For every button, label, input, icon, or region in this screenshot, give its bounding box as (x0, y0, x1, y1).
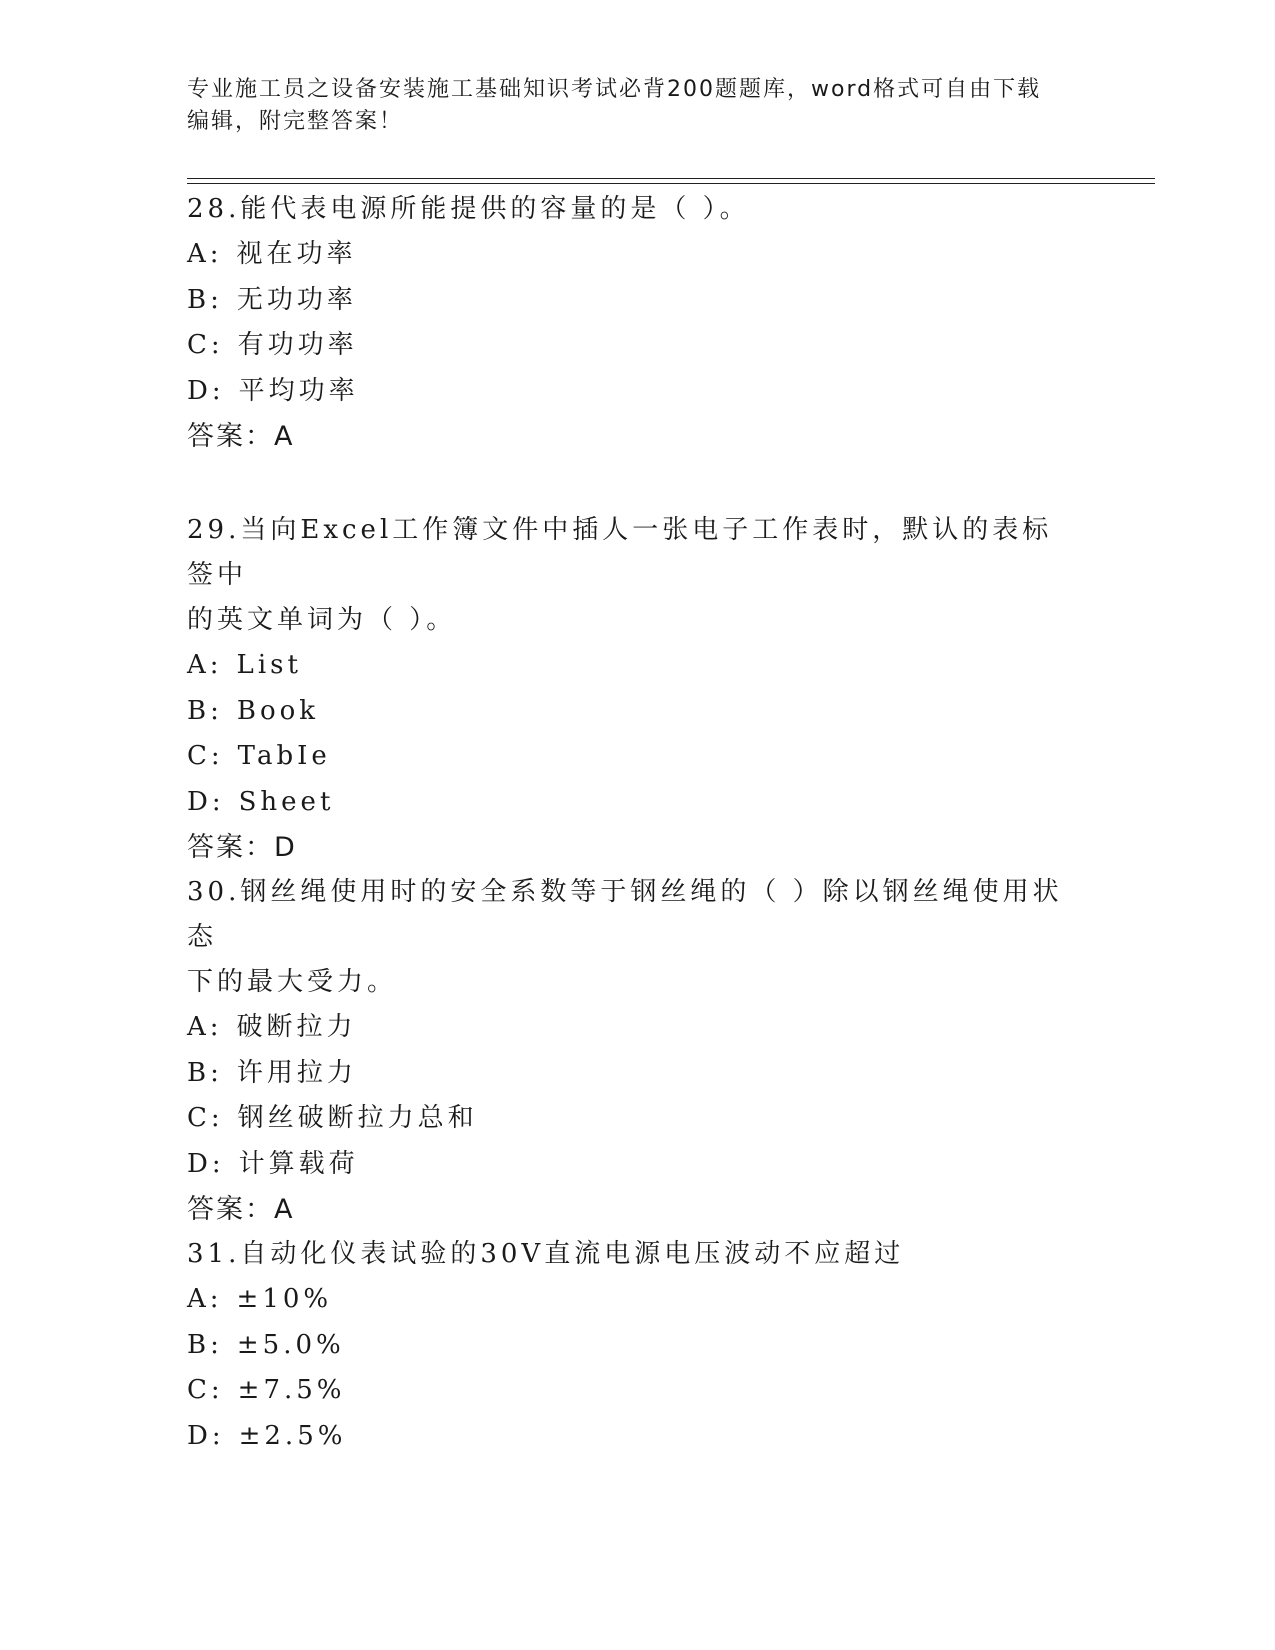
option-c (187, 1096, 1067, 1142)
option-text: 平均功率 (238, 375, 359, 406)
option-text: ±7.5% (237, 1375, 346, 1405)
option-b (187, 1051, 1067, 1097)
question-stem: 31.自动化仪表试验的30V直流电源电压波动不应超过 (187, 1239, 905, 1269)
option-letter: C: (187, 1375, 224, 1405)
option-text: Book (236, 695, 320, 726)
option-d (187, 369, 1067, 415)
option-text: List (236, 650, 302, 680)
answer-line: 答案：A (187, 421, 295, 452)
question-29 (187, 508, 1067, 870)
question-30 (187, 870, 1067, 1232)
option-text: 有功功率 (237, 330, 358, 360)
option-b (187, 1323, 1067, 1369)
option-a (187, 1005, 1067, 1051)
option-text: 视在功率 (236, 239, 357, 269)
document-header (187, 74, 1087, 138)
option-text: 计算载荷 (238, 1148, 359, 1179)
option-text: TabIe (237, 741, 331, 771)
question-stem-line-1: 30.钢丝绳使用时的安全系数等于钢丝绳的（ ）除以钢丝绳使用状态 (187, 877, 1063, 952)
question-28 (187, 187, 1067, 459)
option-text: Sheet (238, 786, 335, 817)
answer-line: 答案：A (187, 1194, 295, 1225)
header-line-1: 专业施工员之设备安装施工基础知识考试必背200题题库，word格式可自由下载 (187, 77, 1042, 102)
option-letter: B: (187, 284, 223, 315)
option-text: 破断拉力 (236, 1012, 357, 1042)
option-letter: D: (187, 786, 225, 817)
option-a (187, 643, 1067, 689)
option-letter: D: (187, 375, 225, 406)
option-d (187, 1142, 1067, 1188)
option-letter: A: (187, 1012, 223, 1042)
question-stem-line-2: 的英文单词为（ ）。 (187, 605, 457, 635)
option-d (187, 780, 1067, 826)
option-a (187, 1277, 1067, 1323)
option-letter: D: (187, 1420, 225, 1451)
option-text: ±2.5% (238, 1420, 347, 1451)
option-letter: A: (187, 239, 223, 269)
option-letter: C: (187, 741, 224, 771)
option-c (187, 323, 1067, 369)
option-c (187, 1368, 1067, 1414)
option-b (187, 689, 1067, 735)
option-b (187, 278, 1067, 324)
option-letter: D: (187, 1148, 225, 1179)
option-c (187, 734, 1067, 780)
option-text: 钢丝破断拉力总和 (237, 1103, 478, 1133)
option-letter: C: (187, 330, 224, 360)
header-divider-bottom (187, 183, 1155, 184)
question-stem-line-1: 29.当向Excel工作簿文件中插人一张电子工作表时，默认的表标签中 (187, 515, 1053, 590)
header-line-2: 编辑，附完整答案！ (187, 109, 404, 134)
option-d (187, 1414, 1067, 1460)
option-letter: B: (187, 1329, 223, 1360)
option-letter: C: (187, 1103, 224, 1133)
option-text: 许用拉力 (236, 1057, 357, 1088)
option-text: 无功功率 (236, 284, 357, 315)
option-a (187, 232, 1067, 278)
option-text: ±10% (236, 1284, 333, 1314)
option-letter: B: (187, 1057, 223, 1088)
question-stem: 28.能代表电源所能提供的容量的是（ ）。 (187, 194, 750, 224)
header-divider-top (187, 178, 1155, 179)
option-letter: B: (187, 695, 223, 726)
option-letter: A: (187, 650, 223, 680)
option-letter: A: (187, 1284, 223, 1314)
answer-line: 答案：D (187, 832, 297, 863)
question-31 (187, 1232, 1067, 1459)
question-stem-line-2: 下的最大受力。 (187, 967, 398, 997)
option-text: ±5.0% (236, 1329, 345, 1360)
